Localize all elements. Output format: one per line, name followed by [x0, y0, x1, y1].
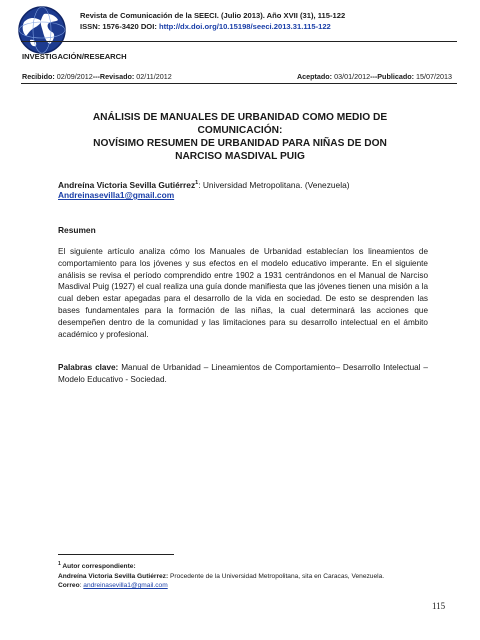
aceptado-label: Aceptado:	[296, 72, 333, 81]
doi-link[interactable]: http://dx.doi.org/10.15198/seeci.2013.31.115-122	[158, 22, 331, 31]
correo-label: Correo	[58, 582, 80, 590]
keywords-text: Manual de Urbanidad – Lineamientos de Comportamiento– Desarrollo Intelectual – Modelo Educativo - Sociedad.	[58, 363, 428, 384]
doi-label: DOI:	[140, 22, 157, 31]
author-email-link[interactable]: Andreinasevilla1@gmail.com	[58, 190, 175, 200]
aceptado-date: 03/01/2012	[334, 72, 371, 81]
section-label: INVESTIGACIÓN/RESEARCH	[22, 52, 127, 61]
footnote-email-link[interactable]: andreinasevilla1@gmail.com	[83, 582, 168, 590]
footnote-heading: Autor correspondiente:	[60, 563, 136, 571]
page-number: 115	[432, 601, 446, 611]
footnote-text: Procedente de la Universidad Metropolitana, sita en Caracas, Venezuela.	[168, 572, 385, 580]
header-divider	[21, 41, 457, 42]
dates-divider	[21, 83, 457, 84]
title-line: NOVÍSIMO RESUMEN DE URBANIDAD PARA NIÑAS DE DON	[93, 138, 387, 149]
recibido-date: 02/09/2012	[56, 72, 93, 81]
author-name: Andreína Victoria Sevilla Gutiérrez	[58, 179, 196, 190]
dates-right	[297, 72, 452, 81]
keywords	[58, 362, 428, 386]
author-affiliation: : Universidad Metropolitana. (Venezuela)	[198, 179, 350, 190]
article-dates	[22, 72, 452, 83]
dates-left	[22, 72, 172, 81]
journal-header	[80, 10, 472, 32]
footnote	[58, 560, 438, 591]
journal-globe-logo	[10, 4, 74, 56]
publicado-label: Publicado:	[377, 72, 415, 81]
title-line: COMUNICACIÓN:	[197, 125, 283, 136]
footnote-body	[58, 572, 438, 582]
dates-separator: ---	[370, 72, 378, 81]
title-line: NARCISO MASDIVAL PUIG	[175, 151, 305, 162]
revisado-date: 02/11/2012	[136, 72, 172, 81]
issn: ISSN: 1576-3420	[80, 22, 139, 31]
recibido-label: Recibido:	[22, 72, 55, 81]
footnote-author-name: Andreína Victoria Sevilla Gutiérrez:	[58, 572, 169, 580]
footnote-email-line: Correo: andreinasevilla1@gmail.com	[58, 582, 168, 590]
revisado-label: Revisado:	[99, 72, 135, 81]
keywords-label: Palabras clave:	[58, 363, 119, 372]
abstract-heading: Resumen	[58, 225, 96, 235]
footnote-heading-line	[58, 560, 438, 572]
article-title	[40, 111, 440, 163]
footnote-mark: 1	[195, 180, 199, 186]
footnote-divider	[58, 554, 174, 555]
dates-separator: ---	[92, 72, 100, 81]
issn-doi-line	[80, 21, 472, 32]
publicado-date: 15/07/2013	[416, 72, 452, 81]
journal-citation: Revista de Comunicación de la SEECI. (Julio 2013). Año XVII (31), 115-122	[80, 11, 346, 20]
title-line: ANÁLISIS DE MANUALES DE URBANIDAD COMO MEDIO DE	[92, 112, 388, 123]
footnote-number: 1	[58, 561, 61, 567]
abstract-text: El siguiente artículo analiza cómo los Manuales de Urbanidad establecían los lineamientos de comportamiento para los jóvenes y sus efectos en el modelo educativo imperante. En el siguiente análisis se revisa el período comprendido entre 1902 a 1931 centrándonos en el Manual de Narciso Masdival Puig (1927) el cual realiza una guía donde manifiesta que las jóvenes tienen una misión a la cual deben estar apegadas para el desarrollo de la vida en sociedad. De esto se desprenden las bases fundamentales para la formación de las niñas, la cual determinará las acciones que desempeñen dentro de la comunidad y las limitaciones para su desarrollo intelectual en el ámbito académico y profesional.	[58, 247, 428, 339]
